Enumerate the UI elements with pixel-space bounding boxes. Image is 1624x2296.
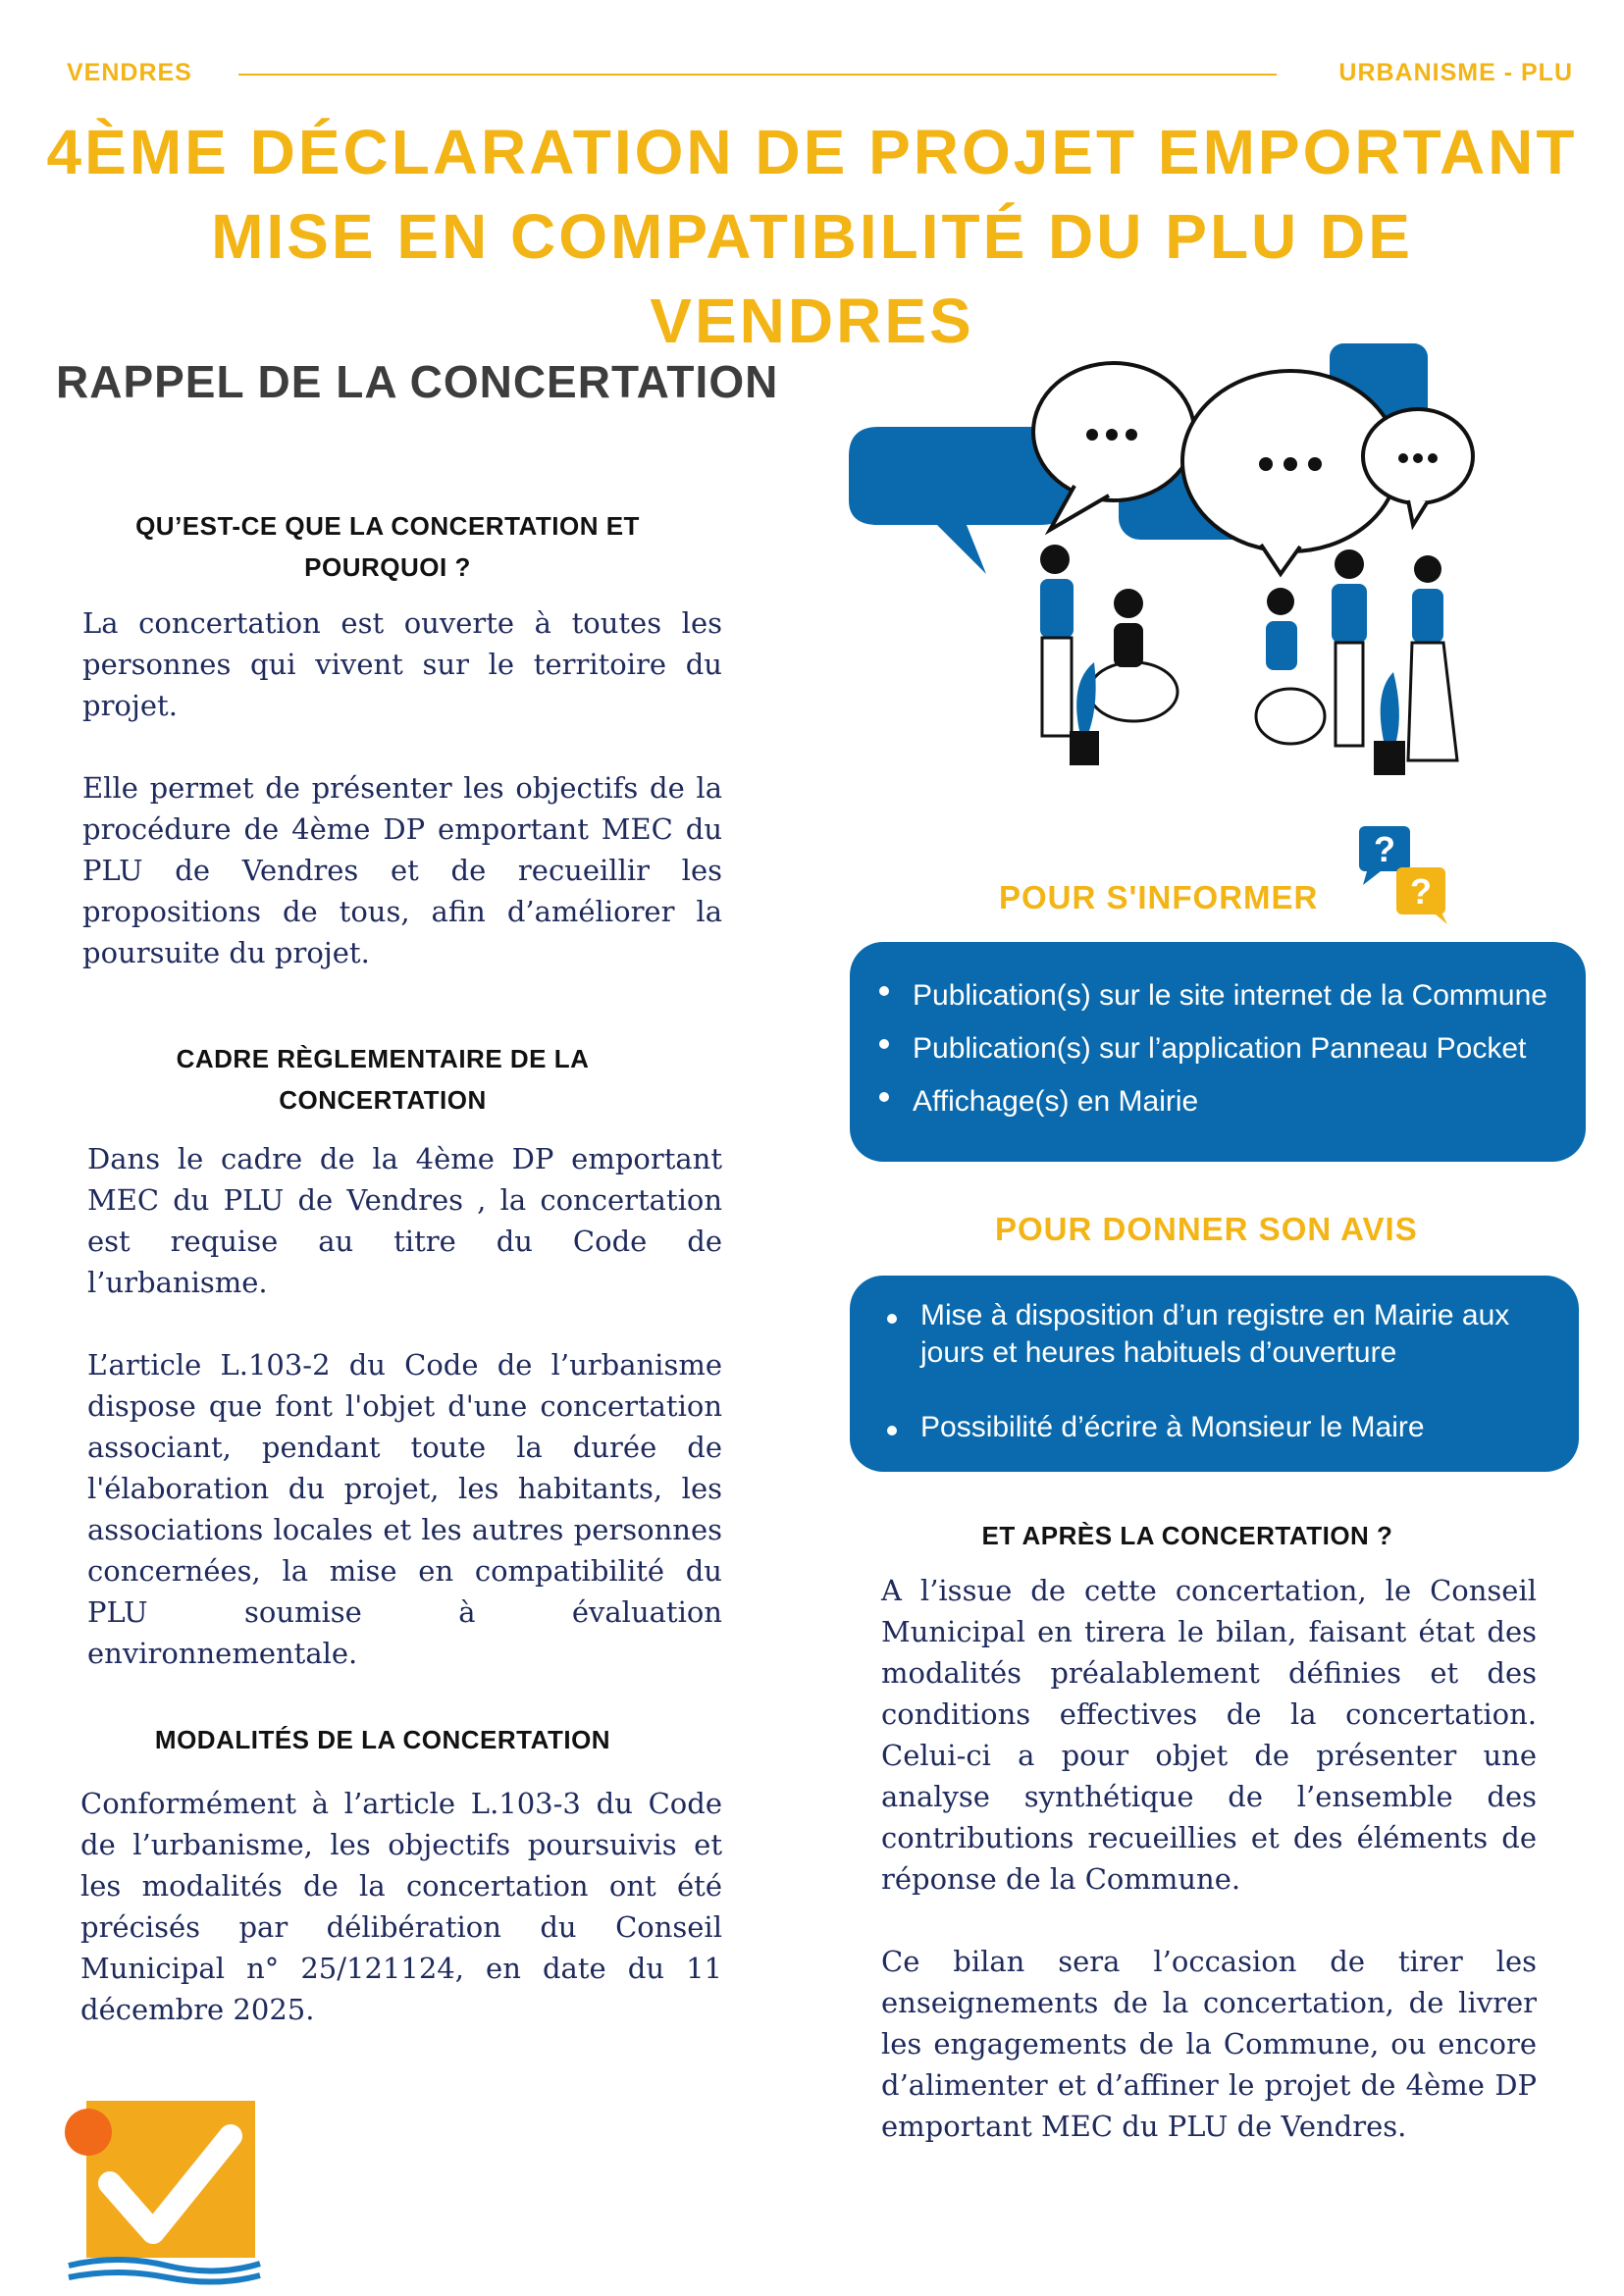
after-paragraph-1: A l’issue de cette concertation, le Conseil Municipal en tirera le bilan, faisant état des modalités préalablement définies et des conditions effectives de la concertation. Celui-ci a pour objet de présenter une analyse synthétique de l’ensemble des contributions recueillies et des éléments de réponse de la Commune. bbox=[881, 1574, 1537, 1896]
q1-title: QU’EST-CE QUE LA CONCERTATION ET POURQUOI ? bbox=[135, 511, 640, 582]
inform-title: POUR S'INFORMER bbox=[999, 879, 1319, 915]
vendres-checkmark-logo bbox=[59, 2085, 265, 2286]
q2-paragraph-1: Dans le cadre de la 4ème DP emportant MEC du PLU de Vendres , la concertation est requise au titre du Code de l’urbanisme. bbox=[87, 1142, 722, 1299]
inform-item: Affichage(s) en Mairie bbox=[869, 1075, 1586, 1128]
avis-title: POUR DONNER SON AVIS bbox=[995, 1211, 1418, 1247]
header-left: VENDRES bbox=[67, 59, 192, 86]
section-title: RAPPEL DE LA CONCERTATION bbox=[56, 356, 779, 407]
q2-title: CADRE RÈGLEMENTAIRE DE LA CONCERTATION bbox=[176, 1044, 590, 1115]
q3-paragraph-1: Conformément à l’article L.103-3 du Code de l’urbanisme, les objectifs poursuivis et les modalités de la concertation ont été précisés par délibération du Conseil Municipal n° 25/121124, en date du 11 décembre 2025. bbox=[80, 1787, 722, 2026]
q1-paragraph-2: Elle permet de présenter les objectifs de la procédure de 4ème DP emportant MEC du PLU de Vendres et de recueillir les propositions de tous, afin d’améliorer la poursuite du projet. bbox=[82, 771, 722, 969]
header-divider bbox=[238, 74, 1277, 76]
avis-box bbox=[850, 1276, 1579, 1472]
inform-box bbox=[850, 942, 1586, 1162]
q1-text bbox=[82, 602, 722, 973]
avis-item: Possibilité d’écrire à Monsieur le Maire bbox=[877, 1409, 1520, 1446]
svg-text:?: ? bbox=[1374, 829, 1395, 869]
after-text bbox=[881, 1570, 1537, 2147]
q3-title: MODALITÉS DE LA CONCERTATION bbox=[154, 1725, 611, 1754]
q2-text bbox=[87, 1138, 722, 1674]
svg-text:?: ? bbox=[1410, 871, 1432, 912]
inform-item: Publication(s) sur le site internet de la Commune bbox=[869, 969, 1586, 1022]
after-paragraph-2: Ce bilan sera l’occasion de tirer les enseignements de la concertation, de livrer les engagements de la Commune, ou encore d’alimenter et d’affiner le projet de 4ème DP emportant MEC du PLU de Vendres. bbox=[881, 1945, 1537, 2143]
question-bubbles-icon bbox=[1359, 826, 1457, 924]
people-discussion-illustration bbox=[849, 339, 1487, 800]
q1-paragraph-1: La concertation est ouverte à toutes les personnes qui vivent sur le territoire du projet. bbox=[82, 606, 722, 722]
after-title: ET APRÈS LA CONCERTATION ? bbox=[981, 1521, 1393, 1550]
page-title: 4ÈME DÉCLARATION DE PROJET EMPORTANT MISE EN COMPATIBILITÉ DU PLU DE VENDRES bbox=[46, 117, 1578, 356]
q2-paragraph-2: L’article L.103-2 du Code de l’urbanisme dispose que font l'objet d'une concertation associant, pendant toute la durée de l'élaboration du projet, les habitants, les associations locales et les autres personnes concernées, la mise en compatibilité du PLU soumise à évaluation environnementale. bbox=[87, 1348, 722, 1670]
header-right: URBANISME - PLU bbox=[1338, 59, 1573, 86]
avis-item: Mise à disposition d’un registre en Mairie aux jours et heures habituels d’ouverture bbox=[877, 1297, 1520, 1372]
q3-text bbox=[80, 1783, 722, 2030]
inform-item: Publication(s) sur l’application Panneau Pocket bbox=[869, 1022, 1586, 1075]
